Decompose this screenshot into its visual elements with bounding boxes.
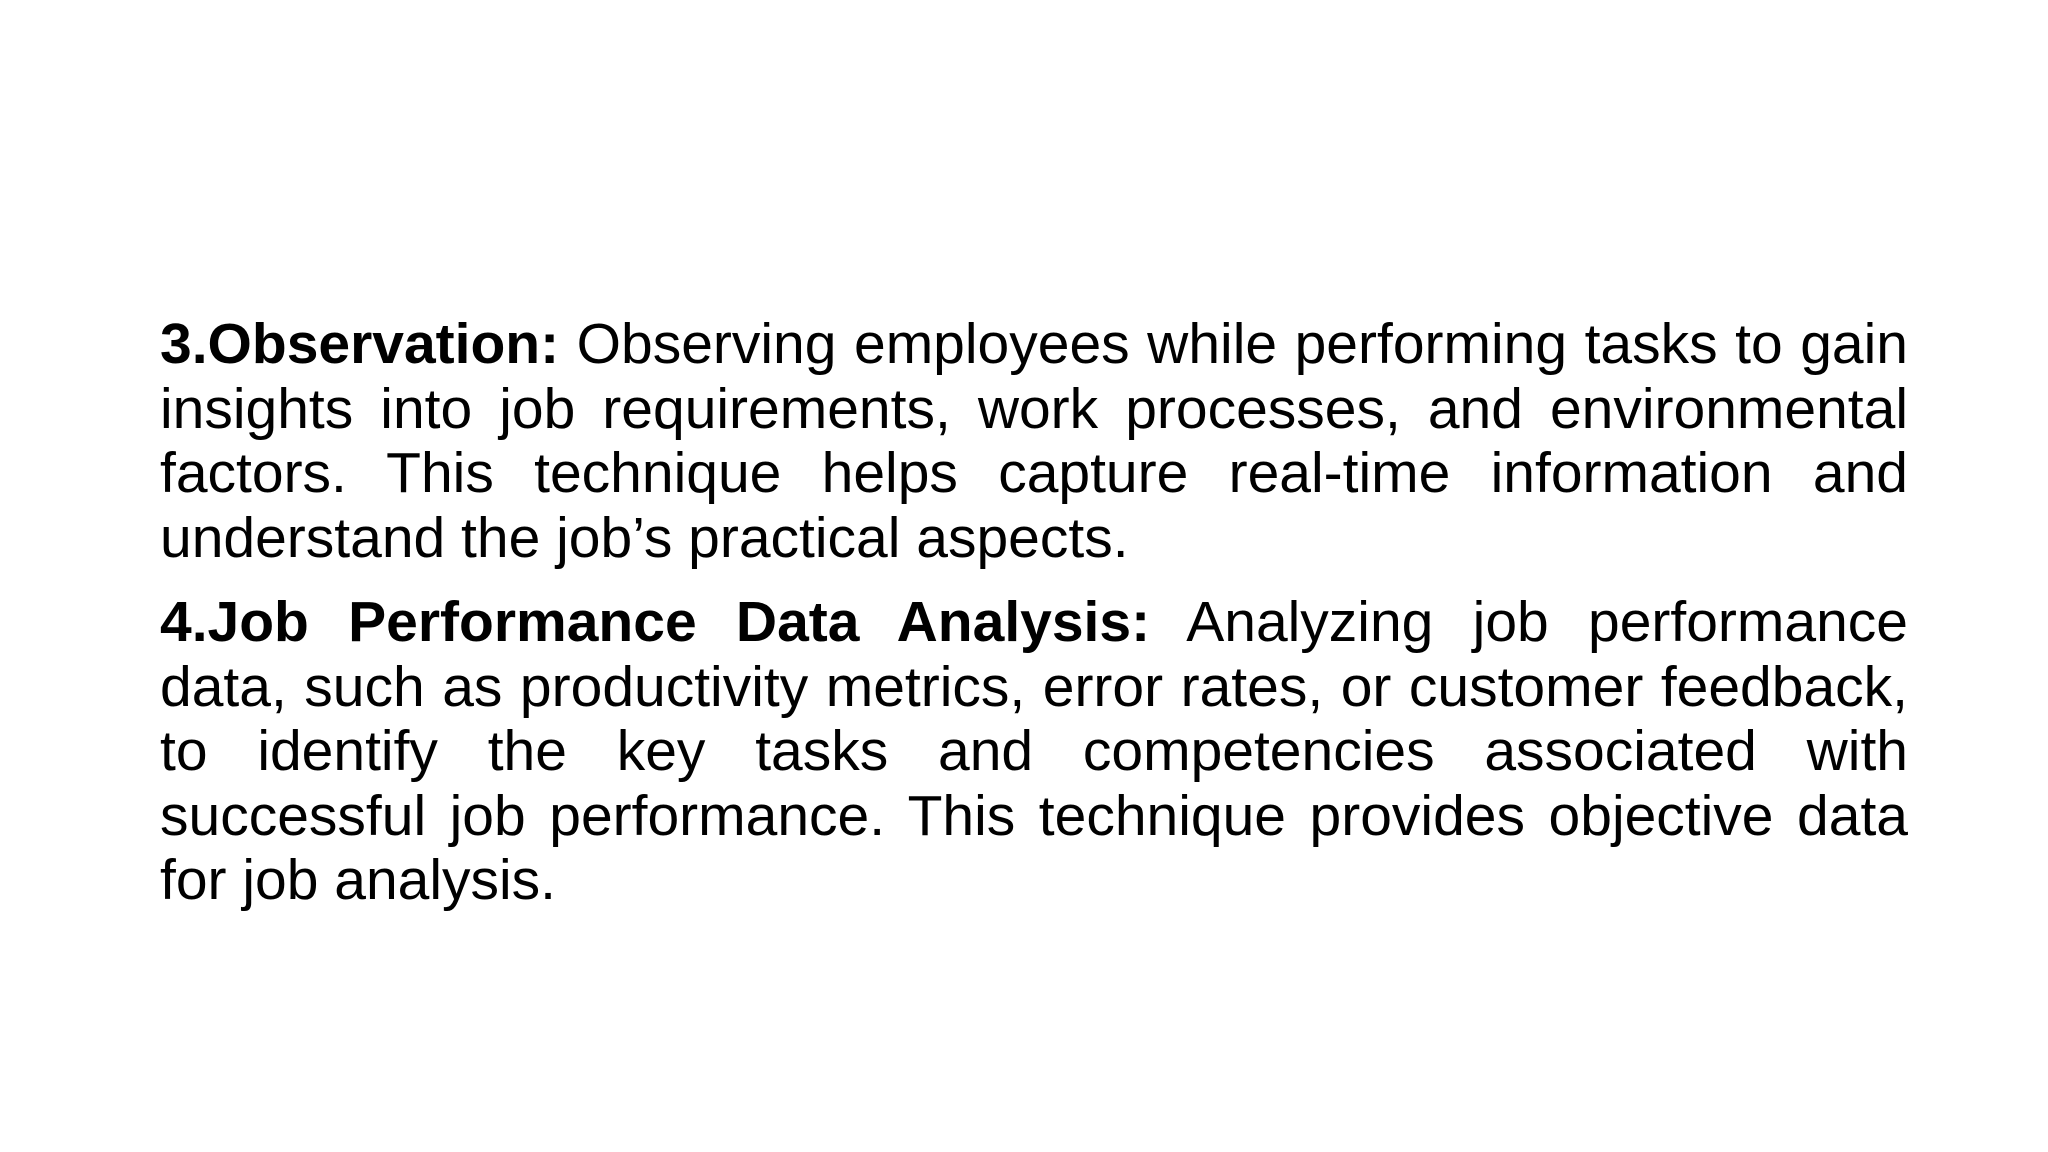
description-job-performance-data-analysis: Analyzing job performance data, such as productivity metrics, error rates, or customer feedback, to identify the key tasks and competencies associated with successful job performance. This technique provides objective data for job analysis. [160,590,1908,912]
term-observation: 3.Observation: [160,312,560,376]
paragraph-job-performance-data-analysis [160,590,1908,913]
description-observation: Observing employees while performing tasks to gain insights into job requirements, work processes, and environmental factors. This technique helps capture real-time information and understand the job’s practical aspects. [160,312,1908,570]
term-job-performance-data-analysis: 4.Job Performance Data Analysis: [160,590,1151,654]
paragraph-observation [160,312,1908,570]
slide-content [160,312,1908,913]
